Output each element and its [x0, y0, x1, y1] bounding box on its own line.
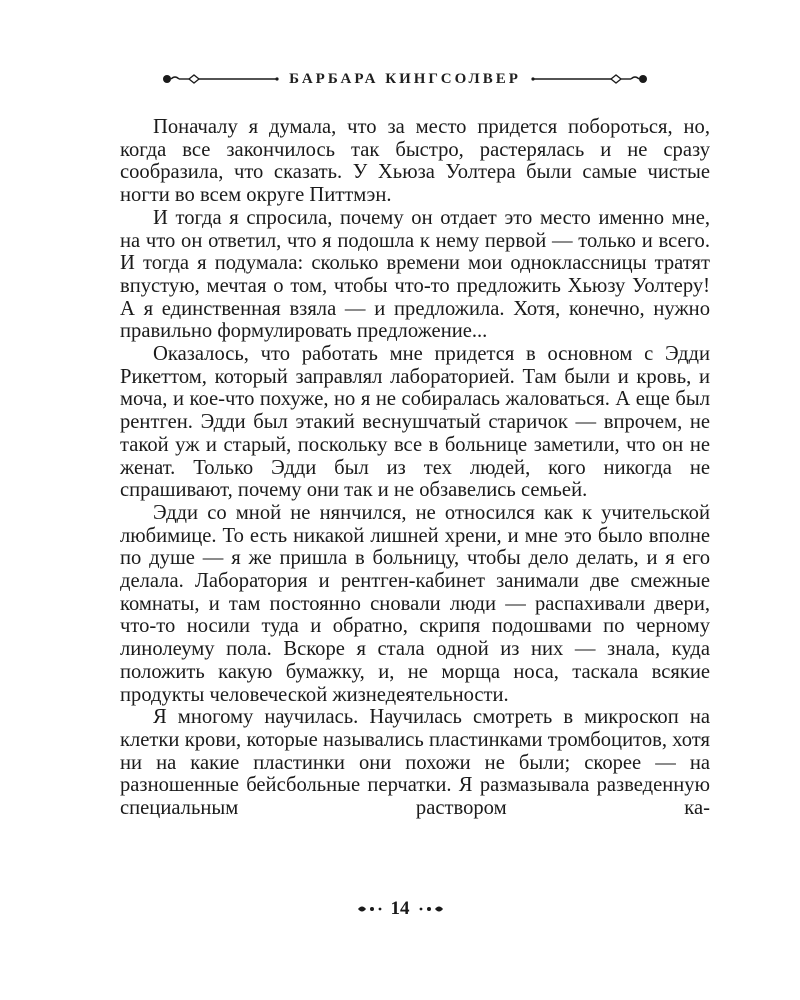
ornament-left-icon	[161, 72, 281, 86]
paragraph: И тогда я спросила, почему он отдает это место именно мне, на что он ответил, что я подошла к нему первой — только и всего. И тогда я подумала: сколько времени мои одноклассницы тратят впустую, мечтая о том, чтобы что-то предложить Хьюзу Уолтеру! А я единственная взяла — и предложила. Хотя, конечно, нужно правильно формулировать предложение...	[120, 206, 710, 343]
paragraph: Я многому научилась. Научилась смотреть в микроскоп на клетки крови, которые назывались пластинками тромбоцитов, хотя ни на какие пластинки они похожи не были; скорее — на разношенные бейсбольные перчатки. Я размазывала разведенную специальным раствором ка-	[120, 706, 710, 820]
paragraph: Эдди со мной не нянчился, не относился как к учительской любимице. То есть никакой лишней хрени, и мне это было вполне по душе — я же пришла в больницу, чтобы дело делать, и я его делала. Лаборатория и рентген-кабинет занимали две смежные комнаты, и там постоянно сновали люди — распахивали двери, что-то носили туда и обратно, скрипя подошвами по черному линолеуму пола. Вскоре я стала одной из них — знала, куда положить какую бумажку, и, не морща носа, таскала всякие продукты человеческой жизнедеятельности.	[120, 501, 710, 706]
ornament-right-icon	[416, 903, 446, 915]
page-number: 14	[390, 898, 410, 919]
ornament-left-icon	[355, 903, 385, 915]
body-text	[120, 116, 710, 820]
ornament-right-icon	[529, 72, 649, 86]
paragraph: Поначалу я думала, что за место придется побороться, но, когда все закончилось так быстро, растерялась и не сразу сообразила, что сказать. У Хьюза Уолтера были самые чистые ногти во всем округе Питтмэн.	[120, 116, 710, 207]
running-title: БАРБАРА КИНГСОЛВЕР	[289, 70, 521, 87]
page-footer	[0, 898, 800, 920]
paragraph: Оказалось, что работать мне придется в основном с Эдди Рикеттом, который заправлял лабораторией. Там были и кровь, и моча, и кое-что похуже, но я не собиралась жаловаться. А еще был рентген. Эдди был этакий веснушчатый старичок — впрочем, не такой уж и старый, поскольку все в больнице заметили, что он не женат. Только Эдди был из тех людей, кого никогда не спрашивают, почему они так и не обзавелись семьей.	[120, 343, 710, 502]
running-header	[150, 66, 660, 92]
